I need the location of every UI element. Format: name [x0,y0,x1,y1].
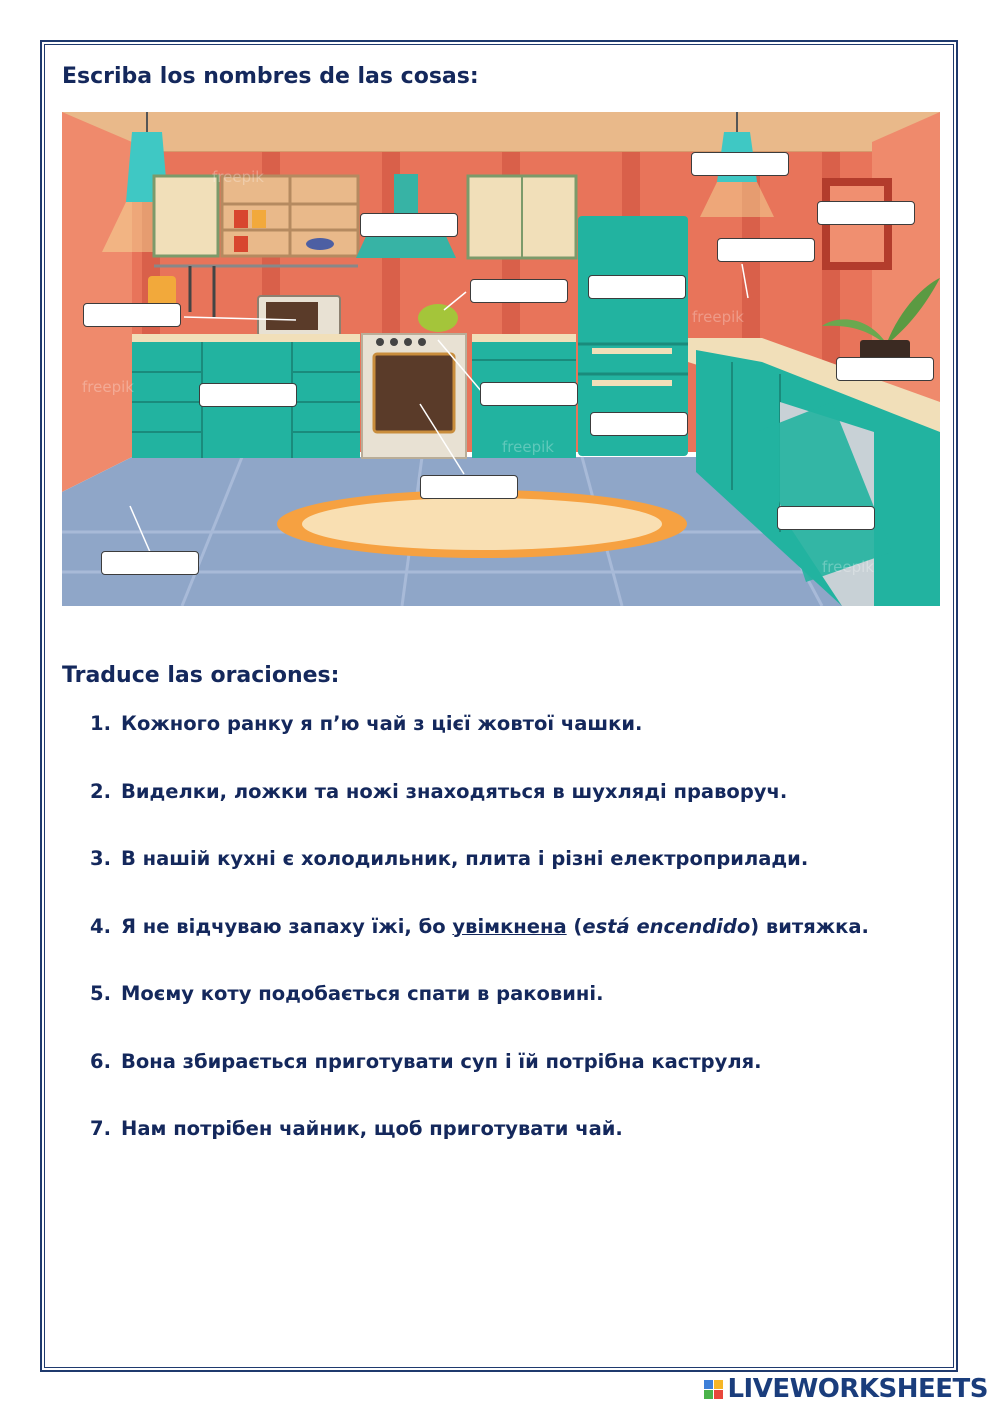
paren-close: ) [750,914,760,938]
sentence-item [90,847,869,881]
sentence-item [90,1117,869,1151]
sentence-text: Виделки, ложки та ножі знаходяться в шухляді праворуч. [121,779,788,803]
label-box-cabinet[interactable] [199,383,297,407]
italic-hint: está encendido [582,914,751,938]
sentence-item [90,780,869,814]
label-box-floor[interactable] [101,551,199,575]
label-box-kettle[interactable] [470,279,568,303]
sentence-text-end: витяжка. [759,914,869,938]
section-title-names: Escriba los nombres de las cosas: [62,64,479,89]
ceiling [62,112,940,152]
watermark-text: freepik [212,168,264,186]
sentence-text: Нам потрібен чайник, щоб приготувати чай. [121,1117,623,1140]
watermark-text: freepik [822,558,874,576]
watermark-text: freepik [82,378,134,396]
watermark-text: freepik [502,438,554,456]
sentence-text: Моєму коту подобається спати в раковині. [121,982,604,1005]
sentence-item [90,712,869,746]
sentence-text: Кожного ранку я п’ю чай з цієї жовтої чашки. [121,712,643,735]
sentence-text: В нашій кухні є холодильник, плита і різні електроприлади. [121,847,809,870]
label-box-picture[interactable] [817,201,915,225]
kitchen-illustration [62,112,940,606]
label-box-drawer[interactable] [590,412,688,436]
label-box-plant[interactable] [836,357,934,381]
logo-icon [704,1380,723,1399]
kettle [418,304,458,332]
sentence-number: 3. [90,847,111,870]
sentence-number: 5. [90,982,111,1005]
upper-cabinet-left [154,176,218,256]
sentence-number: 7. [90,1117,111,1140]
sentence-text: Я не відчуваю запаху їжі, бо [121,914,453,938]
section-title-translate: Traduce las oraciones: [62,663,340,688]
label-box-stove[interactable] [480,382,578,406]
label-box-microwave[interactable] [83,303,181,327]
label-box-oven[interactable] [420,475,518,499]
sentence-number: 1. [90,712,111,735]
underlined-word: увімкнена [452,914,567,938]
liveworksheets-logo [704,1374,988,1404]
logo-text: LIVEWORKSHEETS [727,1374,988,1404]
sentence-number: 2. [90,779,111,803]
sentence-number: 4. [90,914,111,938]
sentence-list [90,712,869,1185]
label-box-dishwasher[interactable] [777,506,875,530]
sentence-item [90,915,869,949]
label-box-fridge[interactable] [588,275,686,299]
watermark-text: freepik [692,308,744,326]
sentence-item [90,1050,869,1084]
label-box-wall[interactable] [717,238,815,262]
label-box-lamp[interactable] [691,152,789,176]
sentence-item [90,982,869,1016]
sentence-number: 6. [90,1049,111,1073]
label-box-hood[interactable] [360,213,458,237]
paren-open: ( [566,914,583,938]
sentence-text: Вона збирається приготувати суп і їй потрібна каструля. [121,1049,762,1073]
